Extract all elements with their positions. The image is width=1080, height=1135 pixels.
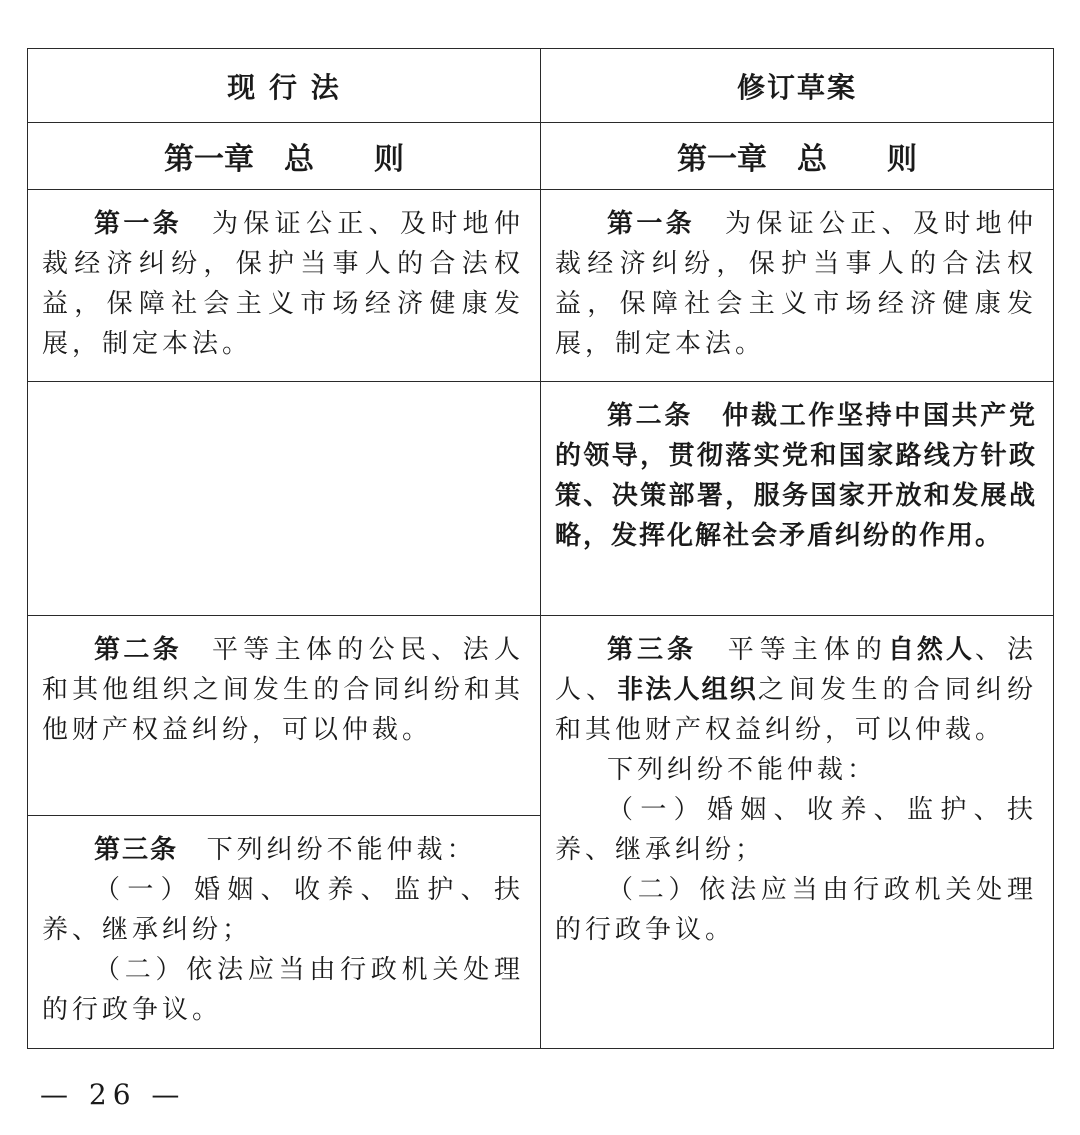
- left-article-2-label: 第二条: [94, 635, 183, 665]
- right-article-2-text: 仲裁工作坚持中国共产党的领导，贯彻落实党和国家路线方针政策、决策部署，服务国家开放和发展战略，发挥化解社会矛盾纠纷的作用。: [555, 401, 1037, 551]
- page-number: — 26 —: [40, 1078, 186, 1111]
- left-article-1: [42, 204, 524, 364]
- right-article-3-cell: [541, 616, 1054, 1049]
- right-article-1-label: 第一条: [607, 209, 696, 239]
- right-article-3-bold-a: 自然人: [887, 635, 975, 665]
- comparison-table: [27, 48, 1054, 1049]
- chapter-title-left: 第一章 总 则: [28, 123, 541, 190]
- right-article-3-bold-b: 非法人组织: [617, 675, 758, 705]
- right-article-2: [555, 396, 1037, 556]
- left-article-3-text: 下列纠纷不能仲裁：: [206, 835, 477, 865]
- left-article-3-label: 第三条: [94, 835, 179, 865]
- right-article-2-cell: [541, 382, 1054, 616]
- chapter-title-right: 第一章 总 则: [541, 123, 1054, 190]
- left-article-3-item-1: （一）婚姻、收养、监护、扶养、继承纠纷；: [42, 875, 524, 945]
- left-article-1-label: 第一条: [94, 209, 183, 239]
- right-article-1: [555, 204, 1037, 364]
- left-article-3: [42, 830, 524, 870]
- left-article-2-cell: [28, 616, 541, 816]
- left-article-1-cell: [28, 190, 541, 382]
- right-article-3-text-a: 平等主体的: [725, 635, 888, 665]
- left-article-2-text: 平等主体的公民、法人和其他组织之间发生的合同纠纷和其他财产权益纠纷，可以仲裁。: [42, 635, 524, 745]
- right-article-3: [555, 630, 1037, 750]
- right-article-3-text-b: 、法人、: [555, 635, 1037, 705]
- right-article-3-item-1: （一）婚姻、收养、监护、扶养、继承纠纷；: [555, 795, 1037, 865]
- header-current-law: 现 行 法: [28, 49, 541, 123]
- right-article-1-cell: [541, 190, 1054, 382]
- right-article-3-para-2: 下列纠纷不能仲裁：: [607, 755, 878, 785]
- left-empty-cell: [28, 382, 541, 616]
- right-article-3-label: 第三条: [607, 635, 698, 665]
- left-article-3-item-2: （二）依法应当由行政机关处理的行政争议。: [42, 955, 524, 1025]
- right-article-1-text: 为保证公正、及时地仲裁经济纠纷，保护当事人的合法权益，保障社会主义市场经济健康发展，制定本法。: [555, 209, 1037, 359]
- right-article-3-text-c: 之间发生的合同纠纷和其他财产权益纠纷，可以仲裁。: [555, 675, 1037, 745]
- left-article-2: [42, 630, 524, 750]
- left-article-1-text: 为保证公正、及时地仲裁经济纠纷，保护当事人的合法权益，保障社会主义市场经济健康发展，制定本法。: [42, 209, 524, 359]
- left-article-3-cell: [28, 816, 541, 1049]
- right-article-3-item-2: （二）依法应当由行政机关处理的行政争议。: [555, 875, 1037, 945]
- header-revision-draft: 修订草案: [541, 49, 1054, 123]
- right-article-2-label: 第二条: [607, 401, 694, 431]
